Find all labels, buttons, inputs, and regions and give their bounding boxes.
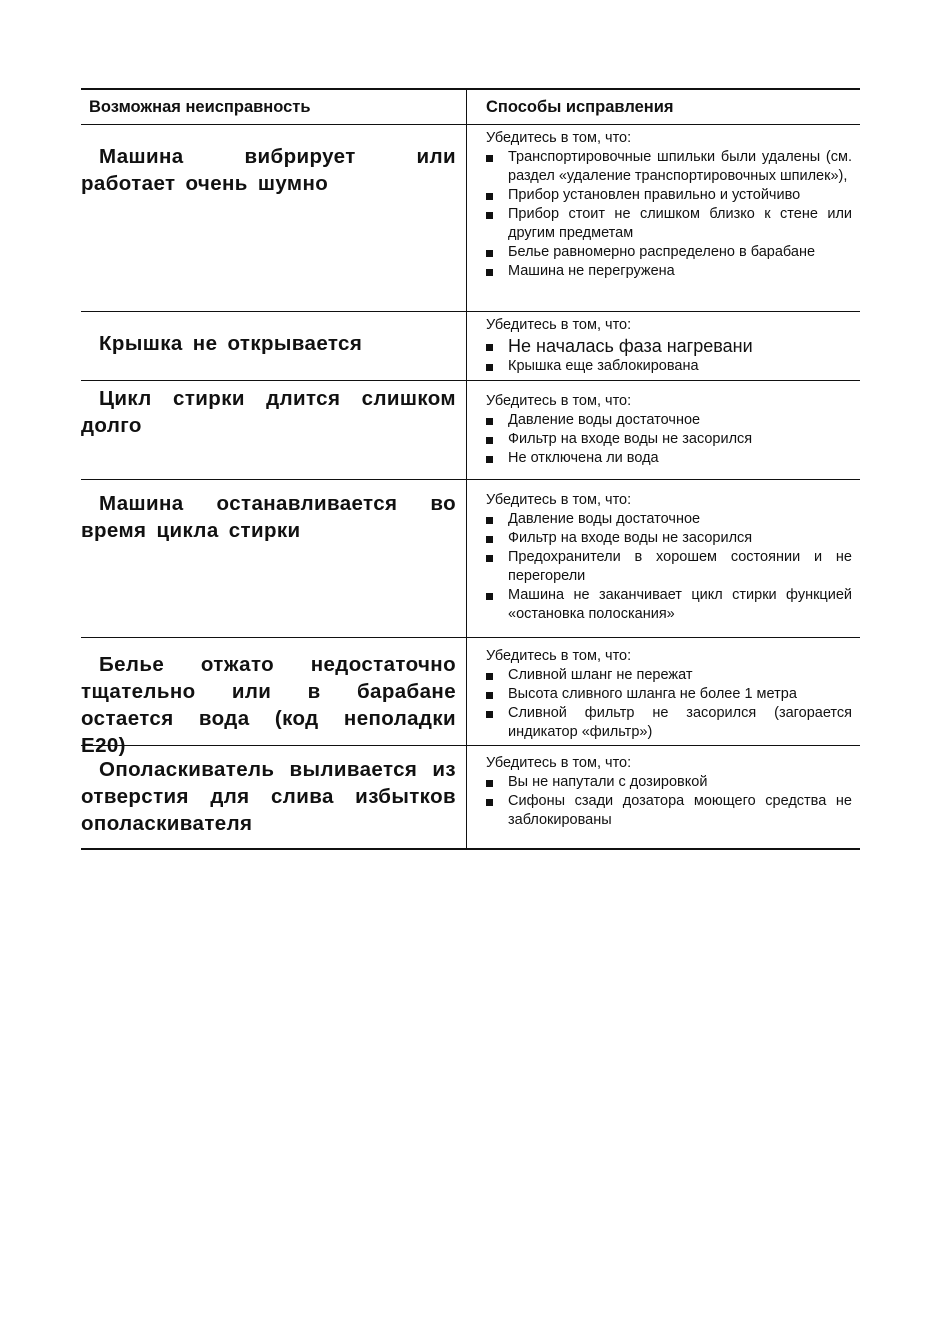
problem-cell: Белье отжато недостаточно тщательно или в барабане остается вода (код неполадки E20) bbox=[81, 638, 467, 745]
solution-intro: Убедитесь в том, что: bbox=[486, 130, 632, 146]
problem-cell: Ополаскиватель выливается из отверстия для слива избытков ополаскивателя bbox=[81, 746, 467, 848]
bullet-icon bbox=[486, 692, 493, 699]
list-item: Прибор установлен правильно и устойчиво bbox=[486, 186, 852, 205]
table-row bbox=[81, 746, 860, 850]
solution-intro: Убедитесь в том, что: bbox=[486, 755, 632, 771]
solution-cell bbox=[467, 746, 860, 848]
bullet-icon bbox=[486, 212, 493, 219]
bullet-icon bbox=[486, 555, 493, 562]
table-row bbox=[81, 125, 860, 312]
bullet-icon bbox=[486, 250, 493, 257]
list-item: Крышка еще заблокирована bbox=[486, 357, 852, 376]
list-item: Вы не напутали с дозировкой bbox=[486, 773, 852, 792]
list-item: Не началась фаза нагревани bbox=[486, 335, 852, 357]
solution-intro: Убедитесь в том, что: bbox=[486, 648, 632, 664]
list-item: Прибор стоит не слишком близко к стене или другим предметам bbox=[486, 205, 852, 243]
list-item: Белье равномерно распределено в барабане bbox=[486, 243, 852, 262]
table-row bbox=[81, 381, 860, 480]
list-item: Высота сливного шланга не более 1 метра bbox=[486, 685, 852, 704]
list-item: Машина не заканчивает цикл стирки функцией «остановка полоскания» bbox=[486, 586, 852, 624]
table-row bbox=[81, 480, 860, 638]
list-item: Предохранители в хорошем состоянии и не перегорели bbox=[486, 548, 852, 586]
bullet-icon bbox=[486, 711, 493, 718]
list-item: Сливной шланг не пережат bbox=[486, 666, 852, 685]
solution-cell bbox=[467, 638, 860, 745]
list-item: Давление воды достаточное bbox=[486, 411, 852, 430]
list-item: Не отключена ли вода bbox=[486, 449, 852, 468]
table-row bbox=[81, 312, 860, 381]
table-row bbox=[81, 638, 860, 757]
table-header bbox=[81, 88, 860, 125]
bullet-icon bbox=[486, 456, 493, 463]
troubleshooting-table bbox=[81, 88, 860, 850]
bullet-icon bbox=[486, 344, 493, 351]
bullet-icon bbox=[486, 418, 493, 425]
problem-cell: Машина вибрирует или работает очень шумно bbox=[81, 125, 467, 311]
bullet-icon bbox=[486, 673, 493, 680]
list-item: Давление воды достаточное bbox=[486, 510, 852, 529]
list-item: Транспортировочные шпильки были удалены (см. раздел «удаление транспортировочных шпилек»), bbox=[486, 148, 852, 186]
bullet-icon bbox=[486, 536, 493, 543]
list-item: Сифоны сзади дозатора моющего средства не заблокированы bbox=[486, 792, 852, 830]
header-solution: Способы исправления bbox=[486, 97, 674, 116]
bullet-icon bbox=[486, 437, 493, 444]
bullet-icon bbox=[486, 799, 493, 806]
solution-intro: Убедитесь в том, что: bbox=[486, 393, 632, 409]
bullet-icon bbox=[486, 517, 493, 524]
list-item: Сливной фильтр не засорился (загорается индикатор «фильтр») bbox=[486, 704, 852, 742]
solution-cell bbox=[467, 125, 860, 311]
bullet-icon bbox=[486, 193, 493, 200]
solution-cell bbox=[467, 480, 860, 637]
problem-cell: Крышка не открывается bbox=[81, 312, 467, 380]
list-item: Фильтр на входе воды не засорился bbox=[486, 529, 852, 548]
bullet-icon bbox=[486, 593, 493, 600]
bullet-icon bbox=[486, 364, 493, 371]
bullet-icon bbox=[486, 269, 493, 276]
bullet-icon bbox=[486, 155, 493, 162]
problem-cell: Цикл стирки длится слишком долго bbox=[81, 381, 467, 479]
solution-cell bbox=[467, 381, 860, 479]
bullet-icon bbox=[486, 780, 493, 787]
solution-intro: Убедитесь в том, что: bbox=[486, 492, 632, 508]
list-item: Машина не перегружена bbox=[486, 262, 852, 281]
solution-cell bbox=[467, 312, 860, 380]
header-problem: Возможная неисправность bbox=[81, 90, 467, 124]
problem-cell: Машина останавливается во время цикла стирки bbox=[81, 480, 467, 637]
solution-intro: Убедитесь в том, что: bbox=[486, 317, 632, 333]
list-item: Фильтр на входе воды не засорился bbox=[486, 430, 852, 449]
